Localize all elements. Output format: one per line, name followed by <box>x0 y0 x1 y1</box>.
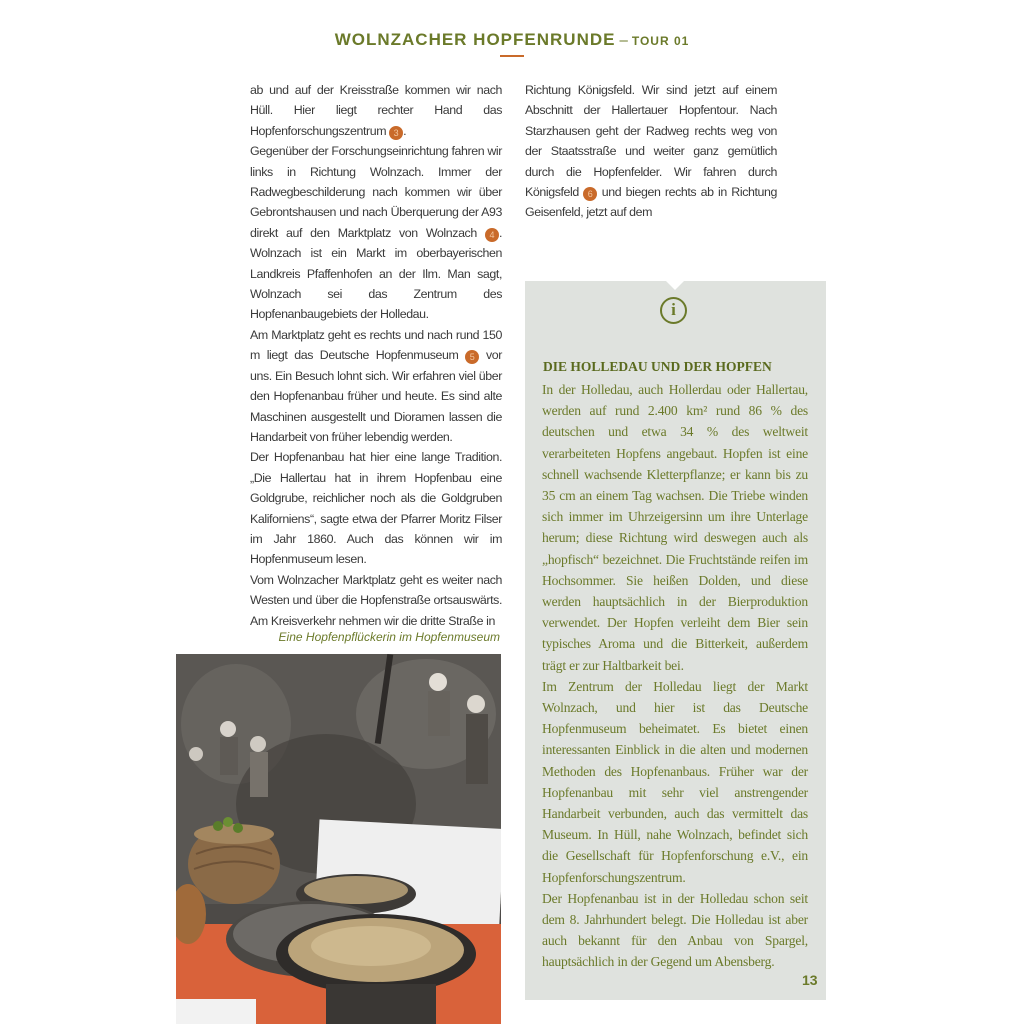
header-title: WOLNZACHER HOPFENRUNDE <box>334 30 616 49</box>
route-marker-5: 5 <box>465 350 479 364</box>
paragraph: Der Hopfenanbau hat hier eine lange Tradition. „Die Hallertau hat in ihrem Hopfenbau eine Goldgrube, reichlicher noch als die Goldgruben Kaliforniens“, sagte etwa der Pfarrer Moritz Filser im Jahr 1860. Auch das können wir im Hopfenmuseum lesen. <box>250 450 502 567</box>
header-tour-label: TOUR 01 <box>631 34 690 48</box>
paragraph-text: . Wolnzach ist ein Markt im oberbayerischen Landkreis Pfaffenhofen an der Ilm. Man sagt, Wolnzach sei das Zentrum des Hopfenanbaugebiets der Holledau. <box>250 225 502 322</box>
info-box-text <box>542 379 808 973</box>
paragraph-text: Richtung Königsfeld. Wir sind jetzt auf einem Abschnitt der Hallertauer Hopfentour. Nach Starzhausen geht der Radweg rechts weg von der Staatsstraße und weiter ganz gemütlich durch die Hopfenfelder. Wir fahren durch Königsfeld <box>525 83 777 200</box>
paragraph-text: ab und auf der Kreisstraße kommen wir nach Hüll. Hier liegt rechter Hand das Hopfenforschungszentrum <box>250 83 502 138</box>
paragraph-text: vor uns. Ein Besuch lohnt sich. Wir erfahren viel über den Hopfenanbau früher und heute. Es sind alte Maschinen ausgestellt und Dioramen lassen die Handarbeit von früher lebendig werden. <box>250 348 503 444</box>
museum-photo <box>176 654 501 1024</box>
paragraph-text: und biegen rechts ab in Richtung Geisenfeld, jetzt auf dem <box>525 185 778 220</box>
photo-caption: Eine Hopfenpflückerin im Hopfenmuseum <box>278 630 500 644</box>
paragraph: Vom Wolnzacher Marktplatz geht es weiter nach Westen und über die Hopfenstraße ortsauswärts. Am Kreisverkehr nehmen wir die dritte Straße in <box>250 572 502 628</box>
text-column-left <box>250 80 502 631</box>
photo-illustration <box>176 654 501 1024</box>
route-marker-4: 4 <box>485 228 499 242</box>
route-marker-6: 6 <box>583 187 597 201</box>
paragraph-text: Am Marktplatz geht es rechts und nach rund 150 m liegt das Deutsche Hopfenmuseum <box>250 327 502 363</box>
info-icon: i <box>660 297 687 324</box>
header-underline <box>500 55 524 57</box>
info-box-notch <box>666 281 684 290</box>
paragraph <box>250 325 502 447</box>
info-box-title: DIE HOLLEDAU UND DER HOPFEN <box>543 359 772 374</box>
page-number: 13 <box>802 972 818 988</box>
paragraph-text: . <box>403 123 407 138</box>
paragraph-text: Gegenüber der Forschungseinrichtung fahren wir links in Richtung Wolnzach. Immer der Radwegbeschilderung nach kommen wir über Gebrontshausen und nach Überquerung der A93 direkt auf den Marktplatz von Wolnzach <box>250 144 502 240</box>
text-column-right <box>525 80 777 223</box>
header-separator: – <box>619 32 628 49</box>
info-paragraph: Der Hopfenanbau ist in der Holledau schon seit dem 8. Jahrhundert belegt. Die Holledau ist aber auch bekannt für den Anbau von Spargel, hauptsächlich in der Gegend um Abensberg. <box>542 890 808 970</box>
running-header <box>0 30 1024 50</box>
paragraph <box>250 141 502 325</box>
info-paragraph: In der Holledau, auch Hollerdau oder Hallertau, werden auf rund 2.400 km² rund 86 % des deutschen und etwa 34 % des weltweit verarbeiteten Hopfens angebaut. Hopfen ist eine schnell wachsende Kletterpflanze; er kann bis zu 35 cm an einem Tag wachsen. Die Triebe winden sich immer im Uhrzeigersinn um ihre Unterlage herum; diese Richtung wird deswegen auch als „hopfisch“ bezeichnet. Die Fruchtstände reifen im Hochsommer. Sie heißen Dolden, und diese werden hauptsächlich in der Bierproduktion verwendet. Der Hopfen verleiht dem Bier sein typisches Aroma und die Bitterkeit, außerdem trägt er zur Haltbarkeit bei. <box>542 382 808 673</box>
route-marker-3: 3 <box>389 126 403 140</box>
paragraph <box>525 80 777 223</box>
info-paragraph: Im Zentrum der Holledau liegt der Markt Wolnzach, und hier ist das Deutsche Hopfenmuseum beheimatet. Es bietet einen interessanten Einblick in die alten und modernen Methoden des Hopfenanbaus. Früher war der Hopfenanbau mit sehr viel anstrengender Handarbeit verbunden, auch das vermittelt das Museum. In Hüll, nahe Wolnzach, befindet sich die Gesellschaft für Hopfenforschung e.V., ein Hopfenforschungszentrum. <box>542 678 808 885</box>
paragraph <box>250 80 502 141</box>
